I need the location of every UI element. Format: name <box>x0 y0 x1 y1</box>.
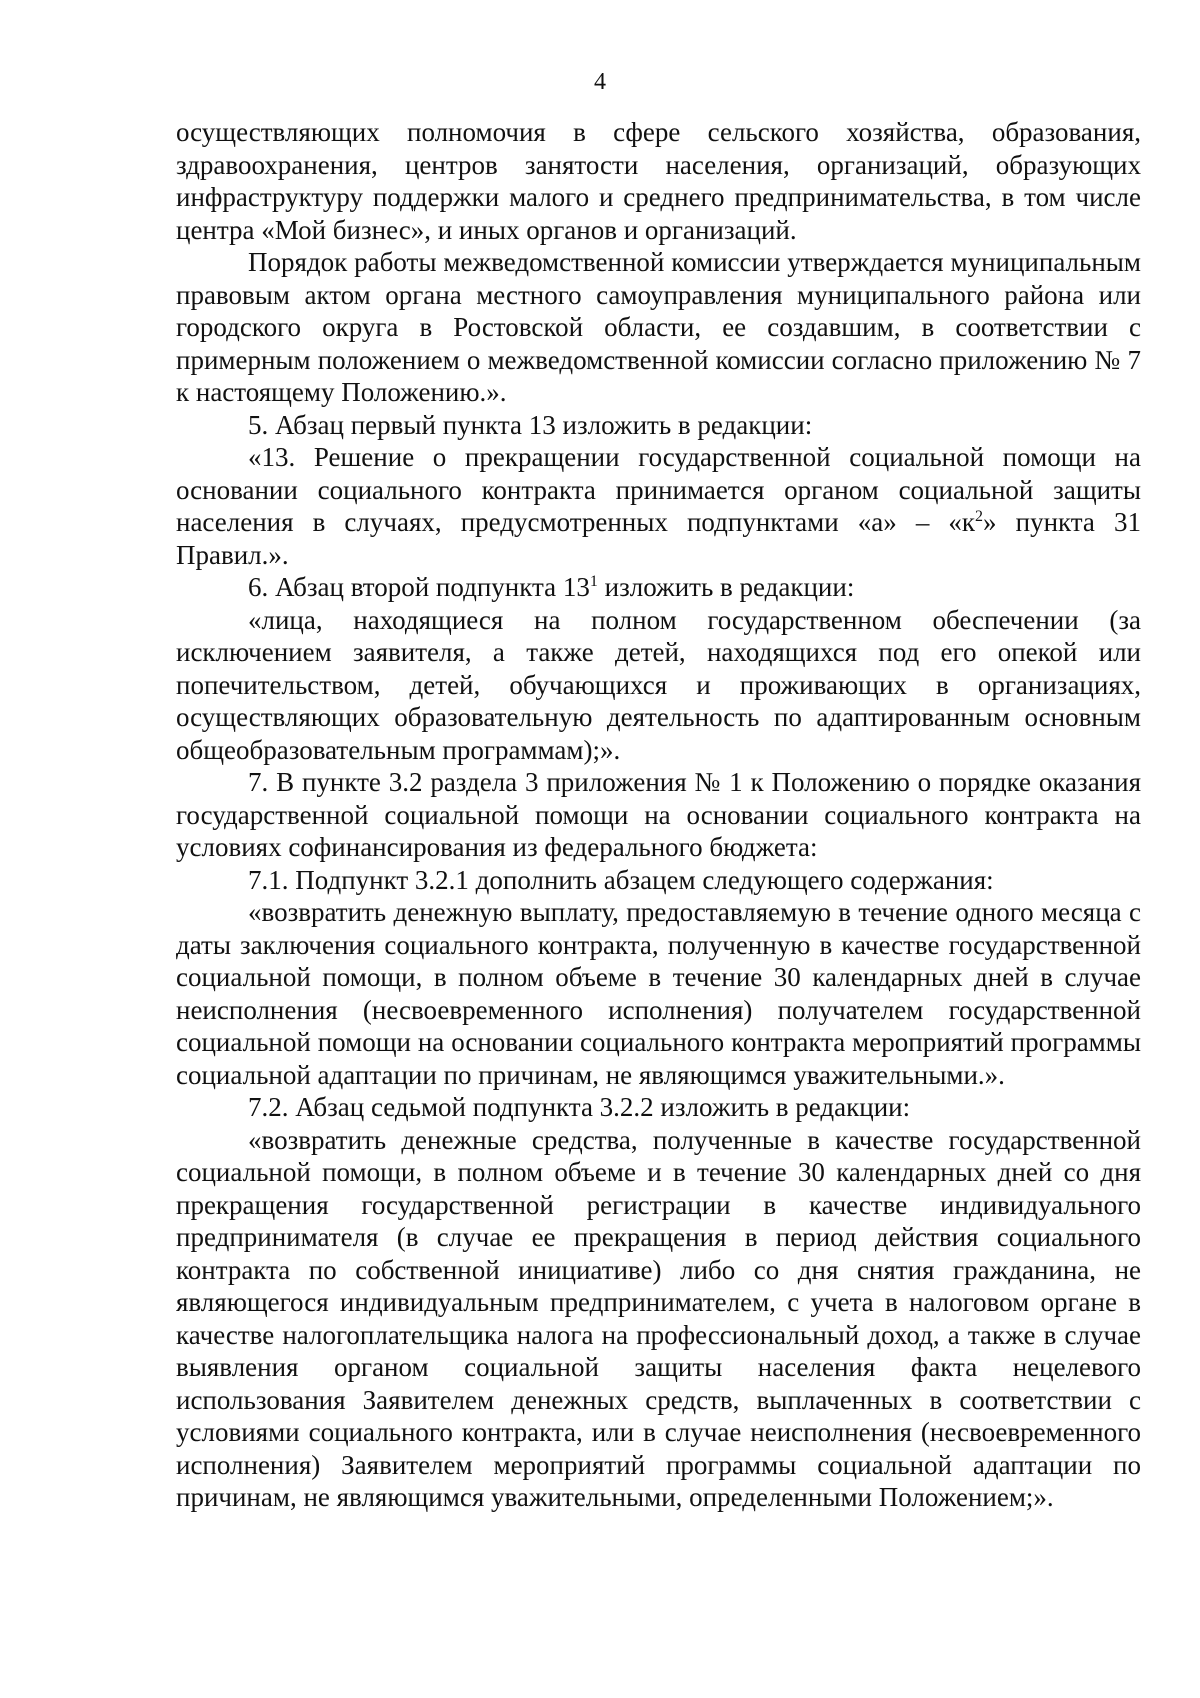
paragraph-return-funds-quote: «возвратить денежные средства, полученные в качестве государственной социальной помощи, в полном объеме и в течение 30 календарных дней со дня прекращения государственной регистрации в качестве индивидуального предпринимателя (в случае ее прекращения в период действия социального контракта по собственной инициативе) либо со дня снятия гражданина, не являющегося индивидуальным предпринимателем, с учета в налоговом органе в качестве налогоплательщика налога на профессиональный доход, а также в случае выявления органом социальной защиты населения факта нецелевого использования Заявителем денежных средств, выплаченных в соответствии с условиями социального контракта, или в случае неисполнения (несвоевременного исполнения) Заявителем мероприятий программы социальной адаптации по причинам, не являющимся уважительными, определенными Положением;». <box>176 1124 1141 1512</box>
item-6-superscript: 1 <box>589 573 598 590</box>
clause-13-text-end: » пункта 31 Правил.». <box>176 507 1141 570</box>
paragraph-item-6 <box>176 571 1141 604</box>
paragraph-item-7-1: 7.1. Подпункт 3.2.1 дополнить абзацем следующего содержания: <box>248 864 994 895</box>
document-body <box>176 116 1141 1514</box>
item-6-text: 6. Абзац второй подпункта 13 <box>248 572 590 602</box>
paragraph-return-payment-quote: «возвратить денежную выплату, предоставляемую в течение одного месяца с даты заключения социального контракта, полученную в качестве государственной социальной помощи, в полном объеме в течение 30 календарных дней в случае неисполнения (несвоевременного исполнения) получателем государственной социальной помощи на основании социального контракта мероприятий программы социальной адаптации по причинам, не являющимся уважительными.». <box>176 897 1141 1090</box>
paragraph-commission-procedure: Порядок работы межведомственной комиссии утверждается муниципальным правовым актом органа местного самоуправления муниципального района или городского округа в Ростовской области, ее создавшим, в соответствии с примерным положением о межведомственной комиссии согласно приложению № 7 к настоящему Положению.». <box>176 247 1141 407</box>
paragraph-clause-13 <box>176 441 1141 571</box>
paragraph-item-5: 5. Абзац первый пункта 13 изложить в редакции: <box>248 409 813 440</box>
paragraph-item-7: 7. В пункте 3.2 раздела 3 приложения № 1 к Положению о порядке оказания государственной социальной помощи на основании социального контракта на условиях софинансирования из федерального бюджета: <box>176 767 1141 862</box>
paragraph-item-7-2: 7.2. Абзац седьмой подпункта 3.2.2 изложить в редакции: <box>248 1092 911 1122</box>
page-number: 4 <box>594 69 606 95</box>
clause-13-superscript: 2 <box>975 508 984 525</box>
paragraph-continuation: осуществляющих полномочия в сфере сельского хозяйства, образования, здравоохранения, центров занятости населения, организаций, образующих инфраструктуру поддержки малого и среднего предпринимательства, в том числе центра «Мой бизнес», и иных органов и организаций. <box>176 117 1141 245</box>
item-6-text-end: изложить в редакции: <box>597 572 855 602</box>
paragraph-persons-quote: «лица, находящиеся на полном государственном обеспечении (за исключением заявителя, а также детей, находящихся под его опекой или попечительством, детей, обучающихся и проживающих в организациях, осуществляющих образовательную деятельность по адаптированным основным общеобразовательным программам);». <box>176 604 1141 765</box>
clause-13-text: «13. Решение о прекращении государственной социальной помощи на основании социального контракта принимается органом социальной защиты населения в случаях, предусмотренных подпунктами «а» – «к <box>176 442 1141 537</box>
